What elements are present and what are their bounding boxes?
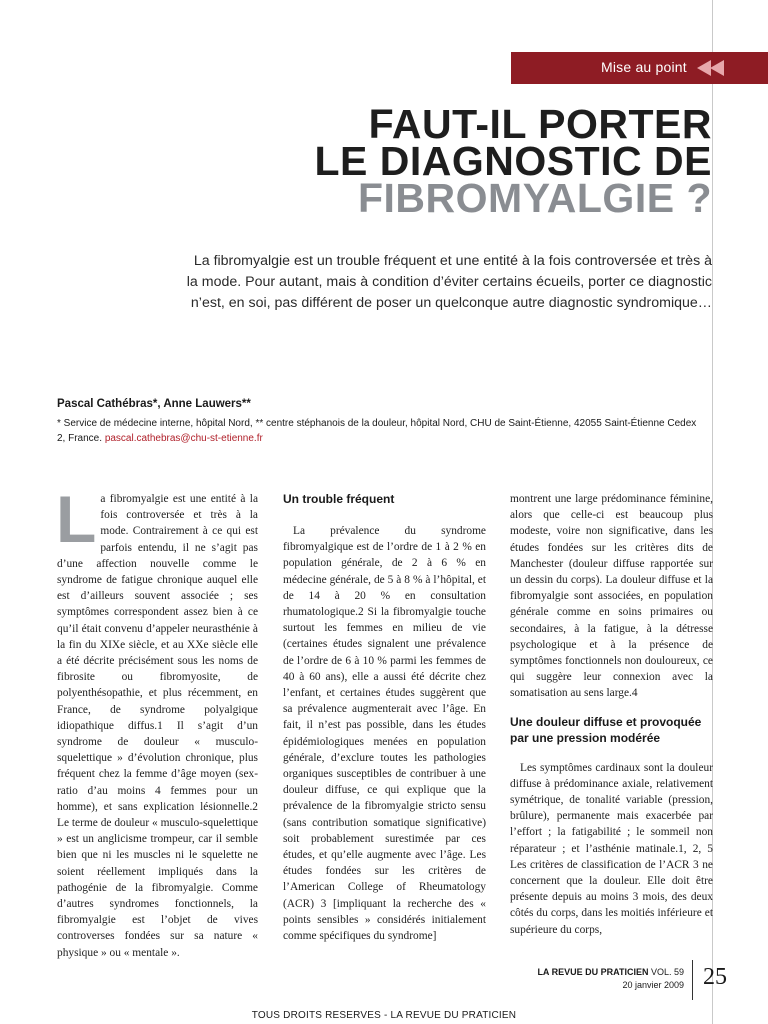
copyright-notice: TOUS DROITS RESERVES - LA REVUE DU PRATICIEN bbox=[251, 1010, 517, 1021]
body-column-2 bbox=[283, 491, 486, 944]
title-line-3: FIBROMYALGIE ? bbox=[358, 175, 712, 221]
issue-date: 20 janvier 2009 bbox=[622, 980, 684, 990]
body-column-1 bbox=[56, 482, 258, 961]
section-heading-frequent: Un trouble fréquent bbox=[283, 492, 395, 506]
column-2-text: La prévalence du syndrome fibromyalgique est de l’ordre de 1 à 2 % en population générale, de 2 à 6 % en médecine générale, de 5 à 8 % à l’hôpital, et de 14 à 20 % en consultation rhumatologique.2 Si la fibromyalgie touche surtout les femmes en milieu de vie (certaines études signalent une prévalence de l’ordre de 6 à 10 % parmi les femmes de 40 à 60 ans), elle a aussi été décrite chez l’enfant, et certaines études suggèrent que sa prévalence augmenterait avec l’âge. En fait, il n’est pas possible, dans les études épidémiologiques menées en population générale, d’exclure toutes les pathologies organiques susceptibles de contribuer à une douleur diffuse, ce qui explique que la prévalence de la fibromyalgie stricto sensu (sans contribution somatique significative) soit probablement surestimée par ces études, et qu’elle augmente avec l’âge. Les études fondées sur les critères de l’American College of Rheumatology (ACR) 3 [impliquant la recherche des « points sensibles » considérés initialement comme spécifiques du syndrome] bbox=[283, 525, 486, 943]
column-3-text-b: Les symptômes cardinaux sont la douleur diffuse à prédominance axiale, relativement symétrique, de tonalité variable (pression, brûlure), permanente mais exacerbée par l’effort ; la fatigabilité ; le sommeil non réparateur ; et l’asthénie matinale.1, 2, 5 Les critères de classification de l’ACR 3 ne concernent que la douleur. Elle doit être présente depuis au moins 3 mois, des deux côtés du corps, dans les moitiés inférieure et supérieure du corps, bbox=[510, 761, 713, 936]
article-title bbox=[314, 101, 712, 221]
double-arrow-left-icon bbox=[697, 59, 737, 77]
author-line: Pascal Cathébras*, Anne Lauwers** bbox=[57, 398, 251, 410]
journal-volume: VOL. 59 bbox=[650, 967, 684, 977]
title-line-2: LE DIAGNOSTIC DE bbox=[314, 138, 712, 184]
rubric-label: Mise au point bbox=[601, 59, 687, 75]
affiliation-text: * Service de médecine interne, hôpital Nord, ** centre stéphanois de la douleur, hôpital Nord, CHU de Saint-Étienne, 42055 Saint-Étienne Cedex 2, France. bbox=[57, 418, 697, 444]
affiliation bbox=[57, 416, 707, 446]
page-number: 25 bbox=[703, 964, 727, 990]
section-heading-diffuse-pain: Une douleur diffuse et provoquée par une pression modérée bbox=[510, 714, 702, 745]
body-column-3 bbox=[510, 491, 713, 938]
journal-name bbox=[537, 967, 684, 977]
column-1-text: a fibromyalgie est une entité à la fois controversée et très à la mode. Contrairement à ce qui est parfois entendu, il ne s’agit pas d’une affection nouvelle comme le syndrome de fatigue chronique auquel elle est d’ailleurs souvent associée ; ses symptômes correspondent assez bien à ce qu’il était convenu d’appeler neurasthénie à la fin du XIXe siècle, et au XXe siècle elle a été décrite précisément sous les noms de fibrosite ou fibromyosite, de polyenthésopathie, et plus récemment, en France, de syndrome polyalgique idiopathique diffus.1 Il s’agit d’un syndrome de douleur « musculo-squelettique » d’évolution chronique, plus fréquent chez la femme d’âge moyen (sex-ratio d’au moins 4 femmes pour un homme), et sans explication lésionnelle.2 Le terme de douleur « musculo-squelettique » est un anglicisme trompeur, car il semble bien que ni les muscles ni le squelette ne soient réellement impliqués dans la pathogénie de la fibromyalgie. Comme d’autres syndromes fonctionnels, la fibromyalgie est l’objet de vives controverses fondées sur sa nature « physique » ou « mentale ». bbox=[57, 493, 258, 959]
author-email-link[interactable]: pascal.cathebras@chu-st-etienne.fr bbox=[104, 433, 263, 444]
column-3-text-a: montrent une large prédominance féminine, alors que celle-ci est beaucoup plus modeste, voire non significative, dans les études fondées sur les critères dits de Manchester (douleur diffuse rapportée sur un dessin du corps). La douleur diffuse et la fibromyalgie sont associées, en population générale comme en soins primaires ou secondaires, à la fatigue, à la détresse psychologique et à la présence de symptômes fonctionnels non douloureux, ce qui suggère leur connexion avec la somatisation au sens large.4 bbox=[510, 493, 713, 700]
lead-paragraph: La fibromyalgie est un trouble fréquent et une entité à la fois controversée et très à la mode. Pour autant, mais à condition d’éviter certains écueils, porter ce diagnostic n’est, en soi, pas différent de poser un quelconque autre diagnostic syndromique… bbox=[186, 253, 712, 311]
footer-divider bbox=[692, 960, 693, 1000]
journal-title: LA REVUE DU PRATICIEN bbox=[537, 967, 649, 977]
title-line-1: FAUT-IL PORTER bbox=[368, 101, 712, 147]
drop-cap: L bbox=[56, 482, 97, 556]
section-rubric bbox=[511, 52, 768, 84]
